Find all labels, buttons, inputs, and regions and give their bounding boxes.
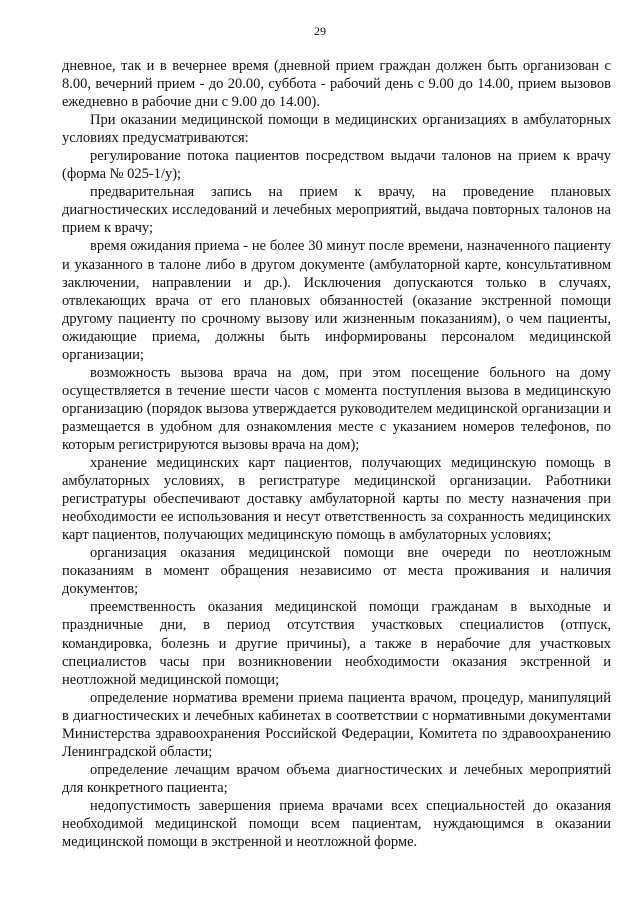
- paragraph-intro: При оказании медицинской помощи в медицинских организациях в амбулаторных условиях предусматриваются:: [62, 112, 611, 147]
- list-item: хранение медицинских карт пациентов, получающих медицинскую помощь в амбулаторных условиях, в регистратуре медицинской организации. Работники регистратуры обеспечивают доставку амбулаторной карты по месту назначения при необходимости ее использования и несут ответственность за сохранность медицинских карт пациентов, получающих медицинскую помощь в амбулаторных условиях;: [62, 455, 611, 544]
- list-item: возможность вызова врача на дом, при этом посещение больного на дому осуществляется в течение шести часов с момента поступления вызова в медицинскую организацию (порядок вызова утверждается руководителем медицинской организации и размещается в удобном для ознакомления месте с указанием номеров телефонов, по которым регистрируются вызовы врача на дом);: [62, 364, 611, 453]
- document-body: [62, 57, 611, 851]
- list-item: определение лечащим врачом объема диагностических и лечебных мероприятий для конкретного пациента;: [62, 761, 611, 796]
- list-item: организация оказания медицинской помощи вне очереди по неотложным показаниям в момент обращения независимо от места проживания и наличия документов;: [62, 545, 611, 598]
- list-item: предварительная запись на прием к врачу, на проведение плановых диагностических исследований и лечебных мероприятий, выдача повторных талонов на прием к врачу;: [62, 184, 611, 237]
- list-item: регулирование потока пациентов посредством выдачи талонов на прием к врачу (форма № 025-1/у);: [62, 148, 611, 183]
- list-item: преемственность оказания медицинской помощи гражданам в выходные и праздничные дни, в период отсутствия участковых специалистов (отпуск, командировка, болезнь и другие причины), а также в нерабочие для участковых специалистов часы при возникновении необходимости оказания экстренной и неотложной медицинской помощи;: [62, 599, 611, 688]
- list-item: недопустимость завершения приема врачами всех специальностей до оказания необходимой медицинской помощи всем пациентам, нуждающимся в оказании медицинской помощи в экстренной и неотложной форме.: [62, 797, 611, 851]
- page-number: 29: [314, 24, 326, 38]
- paragraph-continuation: дневное, так и в вечернее время (дневной прием граждан должен быть организован с 8.00, вечерний прием - до 20.00, суббота - рабочий день с 9.00 до 14.00, прием вызовов ежедневно в рабочие дни с 9.00 до 14.00).: [62, 58, 611, 111]
- list-item: время ожидания приема - не более 30 минут после времени, назначенного пациенту и указанного в талоне либо в другом документе (амбулаторной карте, консультативном заключении, направлении и др.). Исключения допускаются только в случаях, отвлекающих врача от его плановых обязанностей (оказание экстренной помощи другому пациенту по срочному вызову или жизненным показаниям), о чем пациенты, ожидающие приема, должны быть информированы персоналом медицинской организации;: [62, 238, 611, 363]
- list-item: определение норматива времени приема пациента врачом, процедур, манипуляций в диагностических и лечебных кабинетах в соответствии с нормативными документами Министерства здравоохранения Российской Федерации, Комитета по здравоохранению Ленинградской области;: [62, 689, 611, 760]
